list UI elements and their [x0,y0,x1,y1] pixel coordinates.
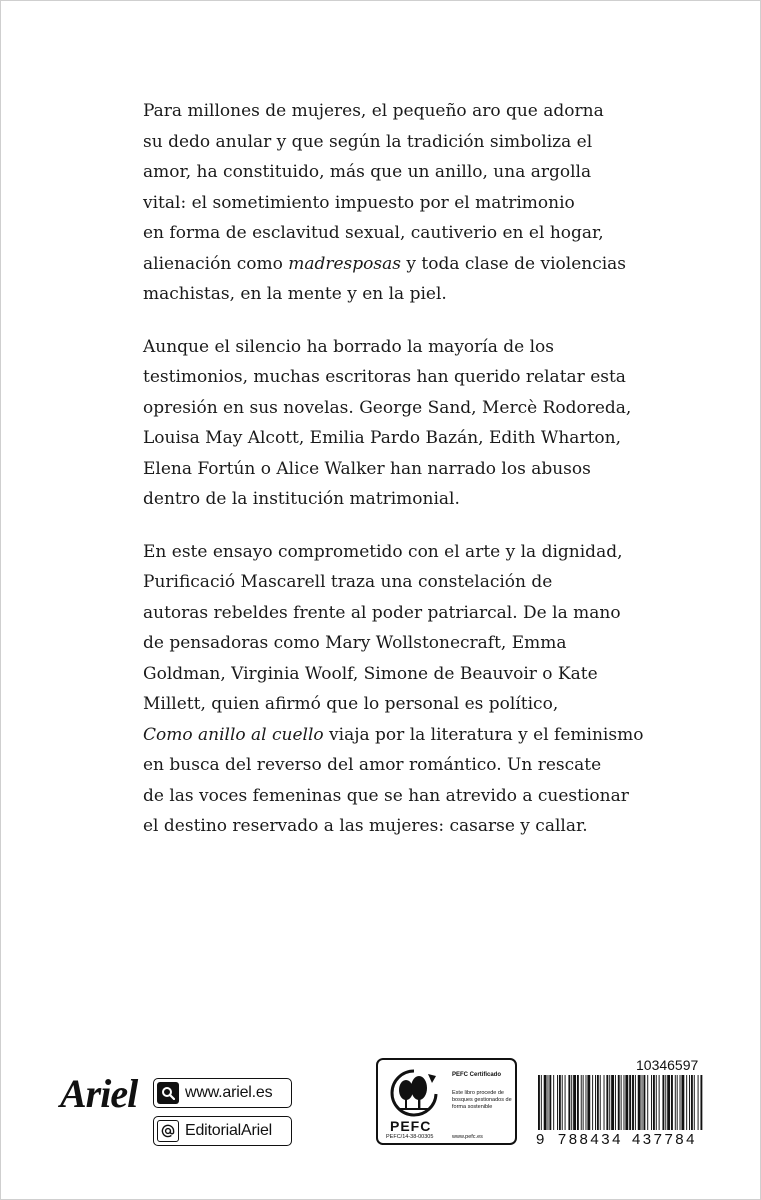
blurb-line [143,659,643,690]
blurb-line [143,537,643,568]
barcode-bar [600,1075,601,1130]
barcode-bar [571,1075,572,1130]
barcode-bar [643,1075,645,1130]
pefc-code: PEFC/14-38-00305 [386,1134,434,1140]
barcode-bar [656,1075,657,1130]
blurb-line [143,781,643,812]
pefc-description: Este libro procede de bosques gestionados de forma sostenible [452,1090,512,1110]
barcode-bar [675,1075,676,1130]
barcode-bar [638,1075,641,1130]
isbn-digits [536,1130,704,1148]
at-icon [157,1120,179,1142]
blurb-paragraph [143,96,643,310]
blurb-text: autoras rebeldes frente al poder patriarcal. De la mano [143,602,621,623]
blurb-line [143,567,643,598]
barcode-bar [635,1075,636,1130]
blurb-line [143,332,643,363]
website-link[interactable] [153,1078,292,1108]
barcode-bar [659,1075,660,1130]
barcode-bar [609,1075,610,1130]
barcode-bar [691,1075,693,1130]
barcode-bar [686,1075,687,1130]
blurb-text: y toda clase de violencias [400,253,627,274]
blurb-line [143,484,643,515]
pefc-website: www.pefc.es [452,1134,483,1140]
blurb-text: amor, ha constituido, más que un anillo, una argolla [143,162,592,182]
blurb-text: vital: el sometimiento impuesto por el matrimonio [143,192,575,213]
social-label: EditorialAriel [185,1122,273,1139]
isbn-lead-digit: 9 [536,1130,545,1148]
blurb-line [143,598,643,629]
blurb-line [143,811,643,842]
blurb-text: su dedo anular y que según la tradición simboliza el [143,131,593,152]
barcode-bar [587,1075,590,1130]
barcode-bar [595,1075,596,1130]
blurb-line [143,218,643,249]
barcode-icon [536,1075,704,1135]
barcode-bar [680,1075,681,1130]
search-icon [157,1082,179,1104]
barcode-bar [577,1075,579,1130]
blurb-line [143,362,643,393]
blurb-line [143,157,643,188]
blurb-text: de las voces femeninas que se han atrevido a cuestionar [143,785,629,806]
blurb-line [143,249,643,280]
barcode-bar [651,1075,652,1130]
blurb-line [143,628,643,659]
barcode-bar [592,1075,593,1130]
barcode-bar [700,1075,702,1135]
barcode-bar [647,1075,648,1130]
blurb-text: opresión en sus novelas. George Sand, Mercè Rodoreda, [143,397,632,418]
barcode-bar [689,1075,690,1130]
barcode-bar [586,1075,587,1130]
barcode-bar [671,1075,673,1130]
barcode-bar [538,1075,540,1135]
social-link[interactable] [153,1116,292,1146]
barcode-bar [549,1075,551,1130]
blurb-text: el destino reservado a las mujeres: casarse y callar. [143,816,588,836]
blurb-text: Elena Fortún o Alice Walker han narrado los abusos [143,458,591,479]
blurb-line [143,127,643,158]
blurb-text: Millett, quien afirmó que lo personal es político, [143,694,559,714]
blurb-text: Louisa May Alcott, Emilia Pardo Bazán, Edith Wharton, [143,428,621,448]
pefc-certification-box [376,1058,517,1145]
italic-title-text: Como anillo al cuello [143,724,324,745]
barcode-bar [544,1075,547,1130]
barcode-bar [618,1075,620,1135]
barcode-bar [677,1075,678,1130]
barcode-bar [653,1075,655,1130]
barcode-bar [597,1075,599,1130]
blurb-text: de pensadoras como Mary Wollstonecraft, Emma [143,633,567,653]
barcode-bar [559,1075,561,1130]
barcode-bar [694,1075,695,1130]
blurb-line [143,454,643,485]
blurb-text: en forma de esclavitud sexual, cautiverio en el hogar, [143,223,604,243]
blurb-line [143,188,643,219]
barcode-bar [632,1075,634,1130]
barcode-bar [625,1075,628,1130]
barcode-bar [642,1075,643,1130]
blurb-line [143,750,643,781]
barcode-bar [611,1075,614,1130]
barcode-bar [573,1075,576,1130]
isbn-group-right: 437784 [631,1130,697,1148]
barcode-bar [665,1075,666,1130]
barcode-bar [606,1075,608,1130]
blurb-text: Para millones de mujeres, el pequeño aro que adorna [143,101,604,121]
product-code: 10346597 [636,1057,699,1073]
blurb-line [143,96,643,127]
website-label: www.ariel.es [185,1084,273,1101]
blurb-line [143,689,643,720]
barcode-bar [581,1075,582,1130]
blurb-text: dentro de la institución matrimonial. [143,489,460,509]
blurb-text: machistas, en la mente y en la piel. [143,284,447,304]
pefc-certified-label: PEFC Certificado [452,1072,502,1078]
publisher-logo: Ariel [60,1071,138,1116]
blurb-text: testimonios, muchas escritoras han querido relatar esta [143,367,626,387]
blurb-text: En este ensayo comprometido con el arte y la dignidad, [143,541,623,562]
blurb-paragraph [143,537,643,842]
blurb-text: Goldman, Virginia Woolf, Simone de Beauvoir o Kate [143,663,598,684]
barcode-bar [621,1075,622,1135]
blurb-line [143,423,643,454]
back-cover-blurb [143,96,643,864]
barcode-bar [541,1075,542,1135]
barcode-bar [629,1075,631,1130]
barcode-bar [662,1075,664,1130]
blurb-line [143,279,643,310]
pefc-tree-logo-icon [388,1068,440,1118]
barcode-bar [615,1075,616,1130]
blurb-text: en busca del reverso del amor romántico. Un rescate [143,755,602,775]
barcode-bar [624,1075,625,1130]
italic-title-text: madresposas [288,253,401,274]
barcode-bar [548,1075,549,1130]
barcode-bar [553,1075,554,1130]
isbn-group-left: 788434 [557,1130,623,1148]
barcode-bar [667,1075,670,1130]
blurb-text: Purificació Mascarell traza una constelación de [143,572,553,592]
barcode-bar [681,1075,684,1130]
barcode-bar [557,1075,558,1130]
barcode-bar [568,1075,570,1130]
blurb-paragraph [143,332,643,515]
barcode-bar [583,1075,584,1130]
blurb-text: viaja por la literatura y el feminismo [323,724,644,745]
barcode-bar [565,1075,566,1130]
blurb-text: Aunque el silencio ha borrado la mayoría de los [143,336,555,357]
blurb-line [143,393,643,424]
barcode-bar [562,1075,563,1130]
blurb-text: alienación como [143,253,289,274]
pefc-brand: PEFC [390,1118,432,1134]
barcode-bar [604,1075,605,1130]
barcode-bar [698,1075,699,1135]
blurb-line [143,720,643,751]
